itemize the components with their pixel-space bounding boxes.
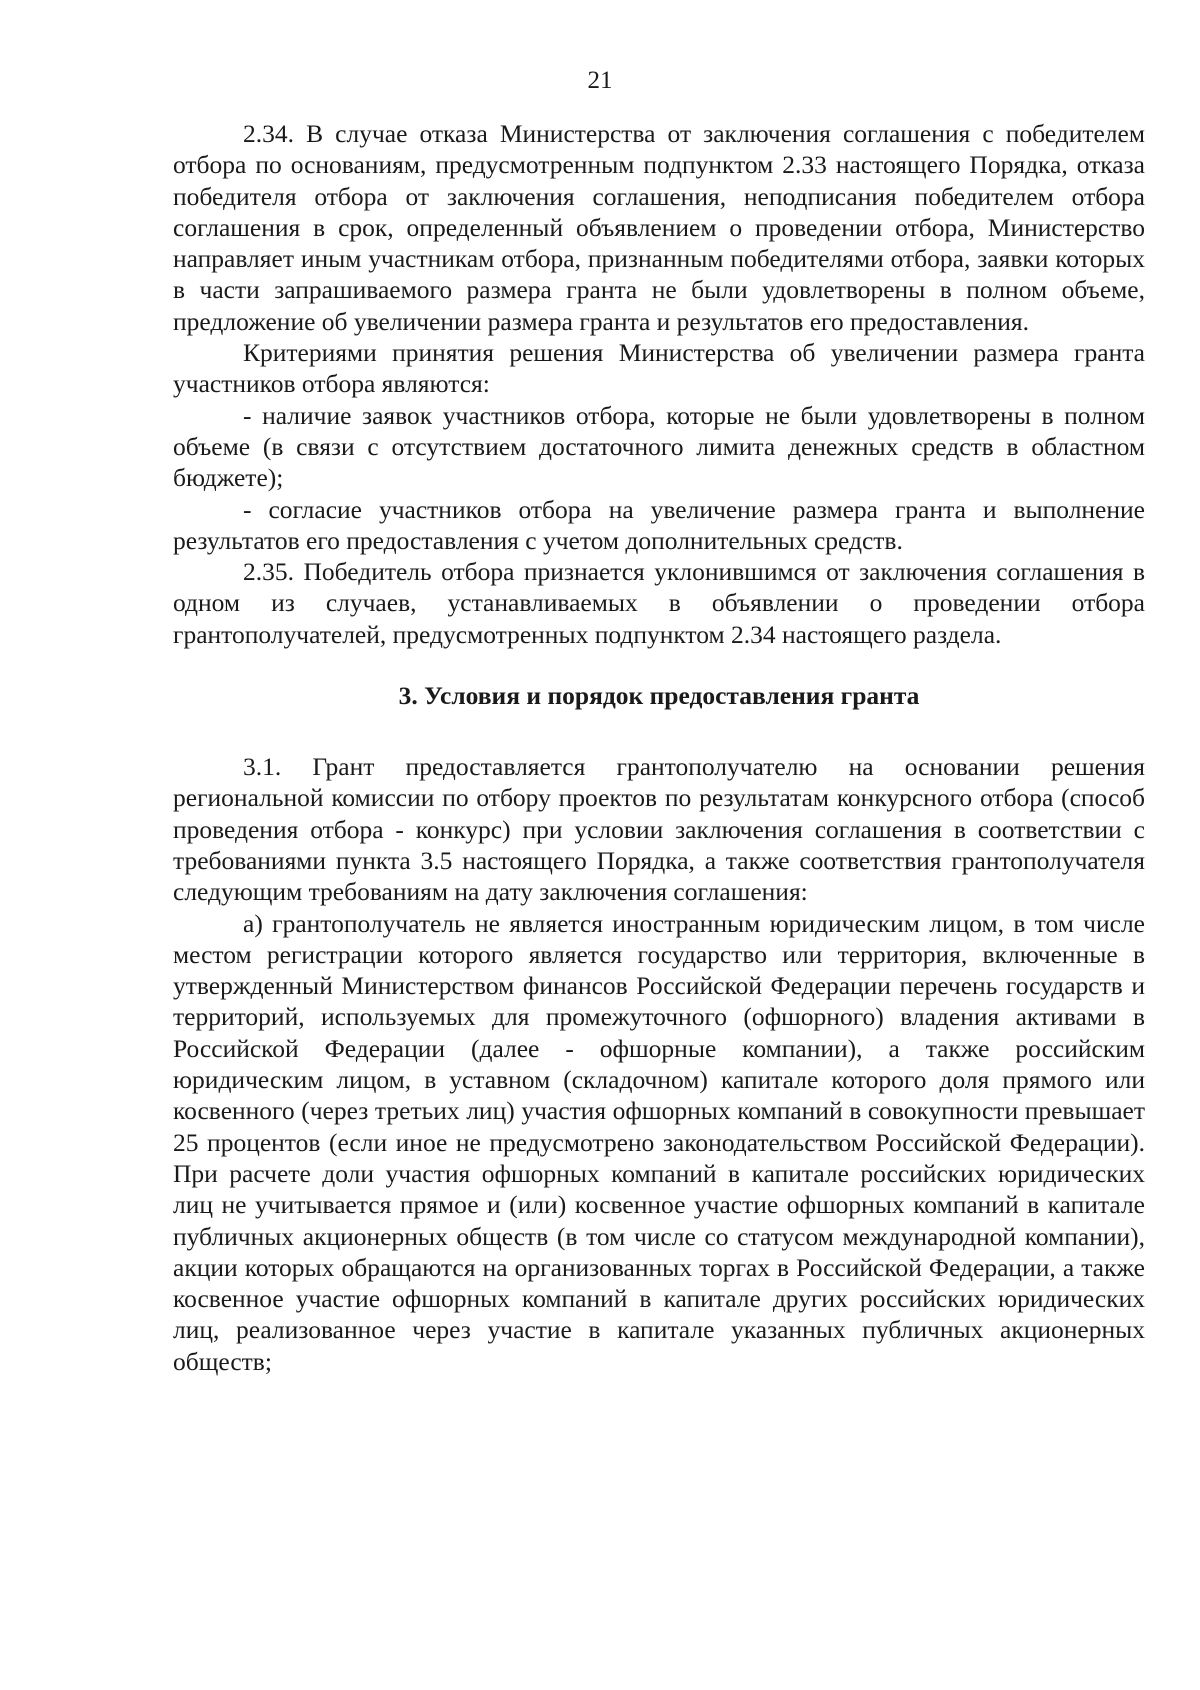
paragraph-2-35: 2.35. Победитель отбора признается уклонившимся от заключения соглашения в одном из случаев, устанавливаемых в объявлении о проведении отбора грантополучателей, предусмотренных подпунктом 2.34 настоящего раздела. [173,557,1145,649]
paragraph-3-1-a: а) грантополучатель не является иностранным юридическим лицом, в том числе местом регистрации которого является государство или территория, включенные в утвержденный Министерством финансов Российской Федерации перечень государств и территорий, используемых для промежуточного (офшорного) владения активами в Российской Федерации (далее - офшорные компании), а также российским юридическим лицом, в уставном (складочном) капитале которого доля прямого или косвенного (через третьих лиц) участия офшорных компаний в совокупности превышает 25 процентов (если иное не предусмотрено законодательством Российской Федерации). При расчете доли участия офшорных компаний в капитале российских юридических лиц не учитывается прямое и (или) косвенное участие офшорных компаний в капитале публичных акционерных обществ (в том числе со статусом международной компании), акции которых обращаются на организованных торгах в Российской Федерации, а также косвенное участие офшорных компаний в капитале других российских юридических лиц, реализованное через участие в капитале указанных публичных акционерных обществ; [173,908,1145,1376]
section-heading: 3. Условия и порядок предоставления гранта [398,681,920,711]
page-number: 21 [587,67,613,94]
paragraph-criteria: Критериями принятия решения Министерства об увеличении размера гранта участников отбора являются: [173,338,1145,399]
paragraph-criterion-1: - наличие заявок участников отбора, которые не были удовлетворены в полном объеме (в связи с отсутствием достаточного лимита денежных средств в областном бюджете); [173,400,1145,493]
paragraph-criterion-2: - согласие участников отбора на увеличение размера гранта и выполнение результатов его предоставления с учетом дополнительных средств. [173,494,1145,555]
paragraph-2-34: 2.34. В случае отказа Министерства от заключения соглашения с победителем отбора по основаниям, предусмотренным подпунктом 2.33 настоящего Порядка, отказа победителя отбора от заключения соглашения, неподписания победителем отбора соглашения в срок, определенный объявлением о проведении отбора, Министерство направляет иным участникам отбора, признанным победителями отбора, заявки которых в части запрашиваемого размера гранта не были удовлетворены в полном объеме, предложение об увеличении размера гранта и результатов его предоставления. [173,119,1145,336]
paragraph-3-1: 3.1. Грант предоставляется грантополучателю на основании решения региональной комиссии по отбору проектов по результатам конкурсного отбора (способ проведения отбора - конкурс) при условии заключения соглашения в соответствии с требованиями пункта 3.5 настоящего Порядка, а также соответствия грантополучателя следующим требованиям на дату заключения соглашения: [173,752,1145,907]
document-body [173,118,1145,1377]
